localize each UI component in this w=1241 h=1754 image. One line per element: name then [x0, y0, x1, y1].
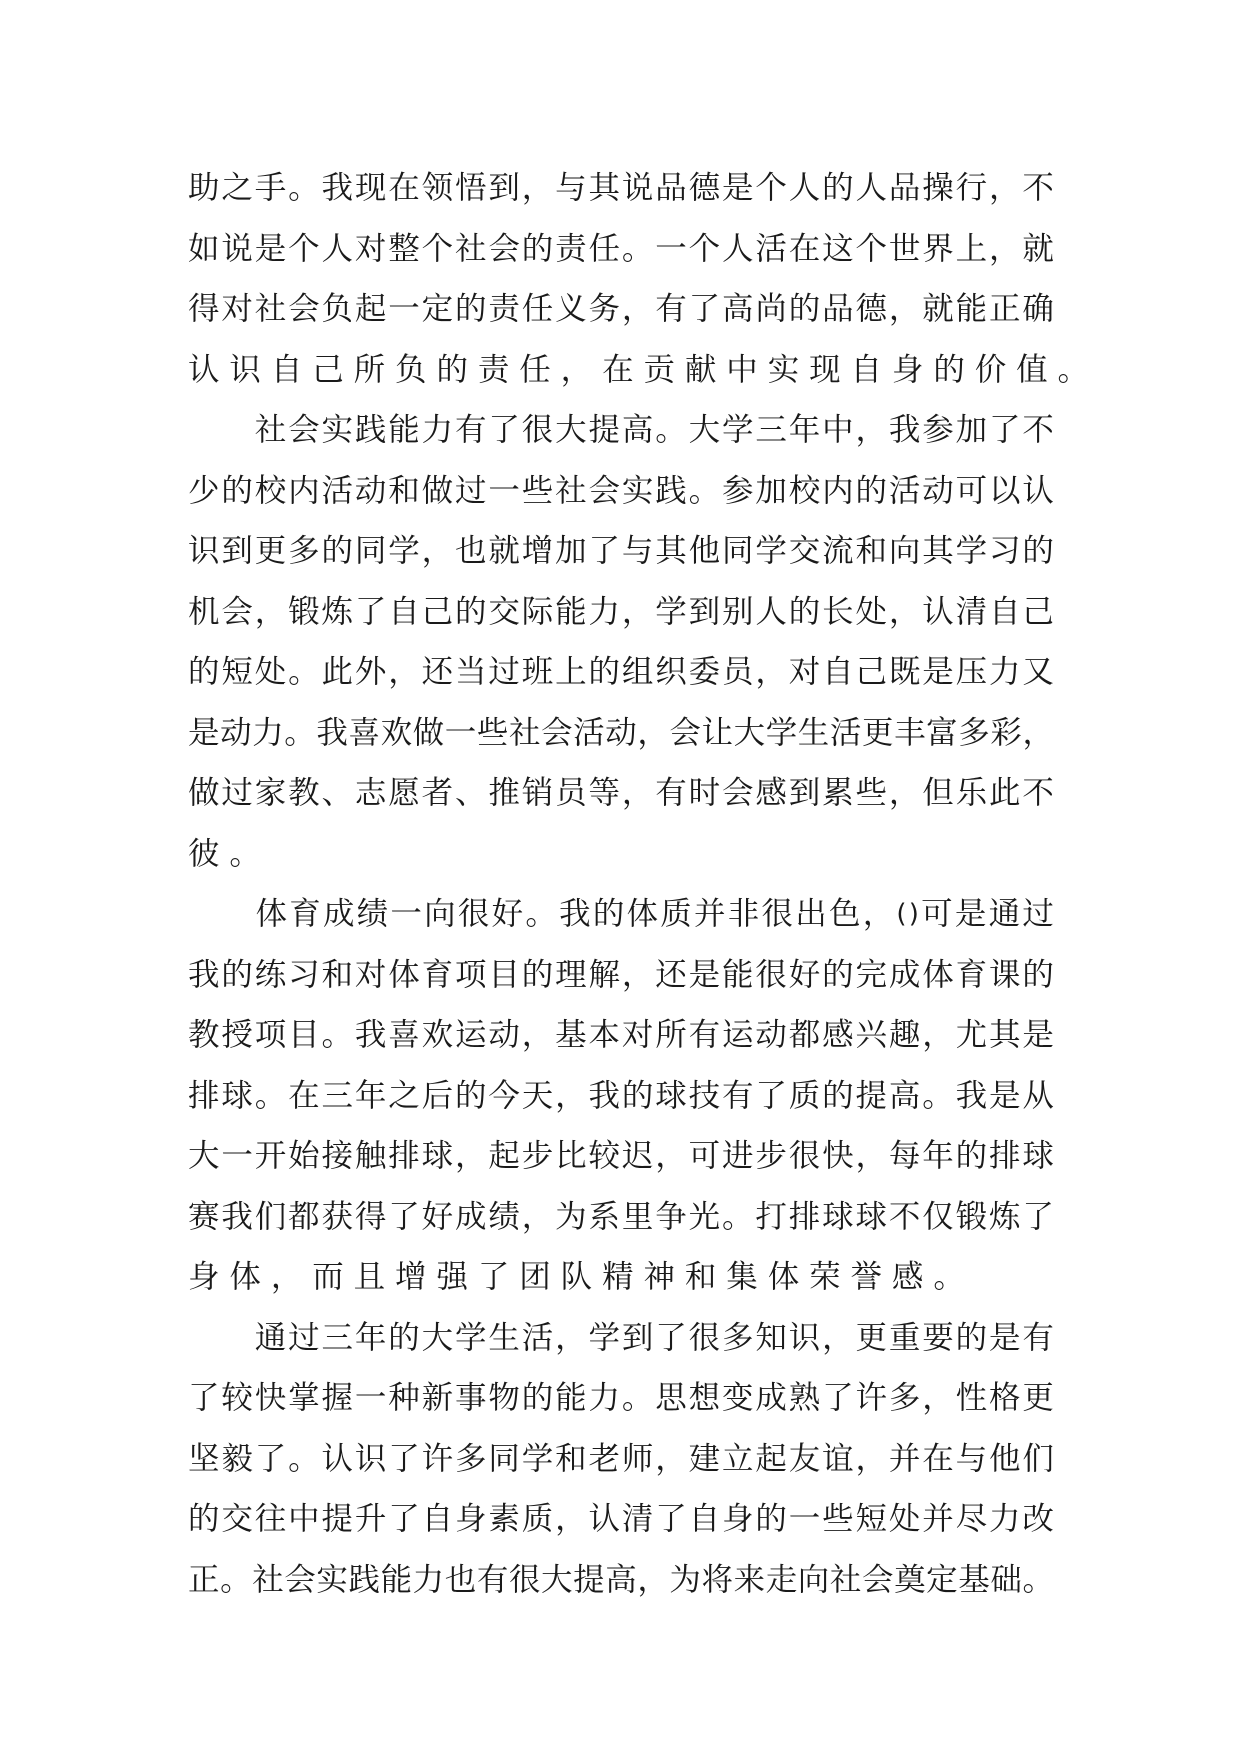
- text-line: 机 会 ， 锻 炼 了 自 己 的 交 际 能 力 ， 学 到 别 人 的 长 处 ， 认 清 自 己: [188, 593, 1054, 630]
- text-line: 社 会 实 践 能 力 有 了 很 大 提 高 。 大 学 三 年 中 ， 我 参 加 了 不: [254, 412, 1054, 448]
- text-line: 体 育 成 绩 一 向 很 好 。 我 的 体 质 并 非 很 出 色 ， ( ) 可 是 通 过: [255, 896, 1054, 932]
- text-line: 我 的 练 习 和 对 体 育 项 目 的 理 解 ， 还 是 能 很 好 的 完 成 体 育 课 的: [188, 956, 1054, 993]
- text-line: 赛 我 们 都 获 得 了 好 成 绩 ， 为 系 里 争 光 。 打 排 球 球 不 仅 锻 炼 了: [188, 1198, 1054, 1235]
- text-line: 做 过 家 教 、 志 愿 者 、 推 销 员 等 ， 有 时 会 感 到 累 些 ， 但 乐 此 不: [188, 775, 1054, 811]
- text-line: 的 短 处 。 此 外 ， 还 当 过 班 上 的 组 织 委 员 ， 对 自 己 既 是 压 力 又: [188, 654, 1054, 690]
- text-line: 得 对 社 会 负 起 一 定 的 责 任 义 务 ， 有 了 高 尚 的 品 德 ， 就 能 正 确: [188, 291, 1054, 327]
- text-line: 通 过 三 年 的 大 学 生 活 ， 学 到 了 很 多 知 识 ， 更 重 要 的 是 有: [254, 1319, 1054, 1356]
- text-line: 排 球 。 在 三 年 之 后 的 今 天 ， 我 的 球 技 有 了 质 的 提 高 。 我 是 从: [188, 1077, 1054, 1114]
- text-line: 是 动 力 。 我 喜 欢 做 一 些 社 会 活 动 ， 会 让 大 学 生 活 更 丰 富 多 彩 ，: [188, 714, 1054, 751]
- text-line: 识 到 更 多 的 同 学 ， 也 就 增 加 了 与 其 他 同 学 交 流 和 向 其 学 习 的: [188, 533, 1054, 569]
- text-line: 了 较 快 掌 握 一 种 新 事 物 的 能 力 。 思 想 变 成 熟 了 许 多 ， 性 格 更: [188, 1380, 1054, 1416]
- text-line: 助 之 手 。 我 现 在 领 悟 到 ， 与 其 说 品 德 是 个 人 的 人 品 操 行 ， 不: [188, 170, 1054, 206]
- text-line: 认 识 自 己 所 负 的 责 任 ， 在 贡 献 中 实 现 自 身 的 价 值 。: [188, 351, 1090, 388]
- text-line: 彼 。: [188, 835, 261, 872]
- text-line: 大 一 开 始 接 触 排 球 ， 起 步 比 较 迟 ， 可 进 步 很 快 ， 每 年 的 排 球: [188, 1138, 1054, 1174]
- text-line: 如 说 是 个 人 对 整 个 社 会 的 责 任 。 一 个 人 活 在 这 个 世 界 上 ， 就: [188, 230, 1054, 267]
- document-body: [188, 158, 1090, 1610]
- text-line: 坚 毅 了 。 认 识 了 许 多 同 学 和 老 师 ， 建 立 起 友 谊 ， 并 在 与 他 们: [188, 1440, 1054, 1477]
- text-line: 正 。 社 会 实 践 能 力 也 有 很 大 提 高 ， 为 将 来 走 向 社 会 奠 定 基 础 。: [188, 1561, 1054, 1598]
- text-line: 的 交 往 中 提 升 了 自 身 素 质 ， 认 清 了 自 身 的 一 些 短 处 并 尽 力 改: [188, 1501, 1054, 1537]
- text-line: 身 体 ， 而 且 增 强 了 团 队 精 神 和 集 体 荣 誉 感 。: [188, 1259, 965, 1295]
- text-line: 教 授 项 目 。 我 喜 欢 运 动 ， 基 本 对 所 有 运 动 都 感 兴 趣 ， 尤 其 是: [188, 1017, 1054, 1053]
- text-line: 少 的 校 内 活 动 和 做 过 一 些 社 会 实 践 。 参 加 校 内 的 活 动 可 以 认: [188, 472, 1054, 509]
